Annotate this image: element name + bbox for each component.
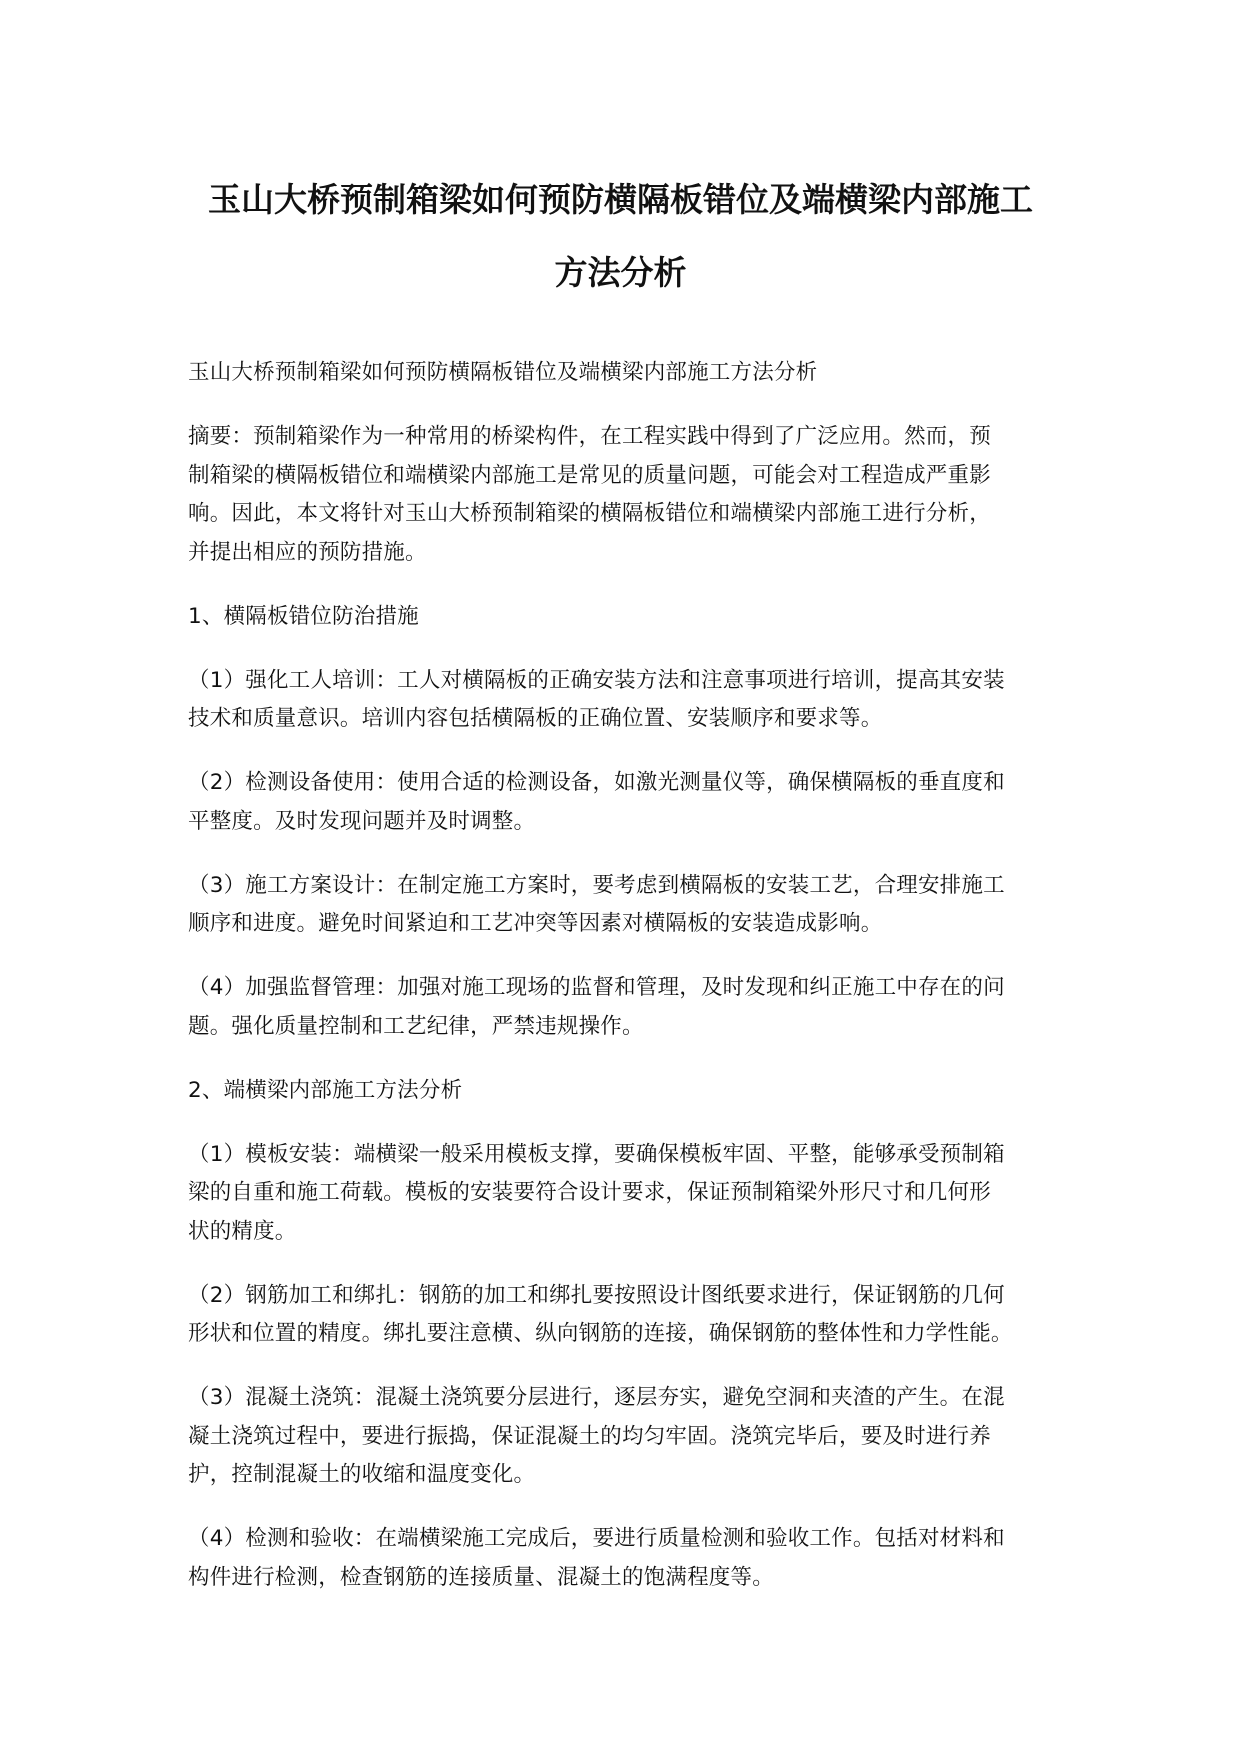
paragraph-line: 2、端横梁内部施工方法分析 bbox=[188, 1077, 463, 1103]
paragraph-line: （1）强化工人培训：工人对横隔板的正确安装方法和注意事项进行培训，提高其安装 bbox=[188, 667, 1005, 693]
document-title-line-2: 方法分析 bbox=[554, 253, 687, 292]
paragraph-line: 梁的自重和施工荷载。模板的安装要符合设计要求，保证预制箱梁外形尺寸和几何形 bbox=[188, 1180, 991, 1205]
paragraph-line: 技术和质量意识。培训内容包括横隔板的正确位置、安装顺序和要求等。 bbox=[188, 706, 883, 731]
paragraph bbox=[188, 1136, 1073, 1252]
document-title-line-1: 玉山大桥预制箱梁如何预防横隔板错位及端横梁内部施工 bbox=[208, 180, 1033, 219]
paragraph bbox=[188, 867, 1073, 944]
paragraph bbox=[188, 1379, 1073, 1495]
paragraph-line: （4）加强监督管理：加强对施工现场的监督和管理，及时发现和纠正施工中存在的问 bbox=[188, 975, 1005, 1000]
paragraph-line: 护，控制混凝土的收缩和温度变化。 bbox=[188, 1462, 536, 1487]
paragraph-line: 响。因此，本文将针对玉山大桥预制箱梁的横隔板错位和端横梁内部施工进行分析， bbox=[188, 501, 991, 526]
paragraph-line: 玉山大桥预制箱梁如何预防横隔板错位及端横梁内部施工方法分析 bbox=[188, 360, 818, 385]
paragraph-line: （3）施工方案设计：在制定施工方案时，要考虑到横隔板的安装工艺，合理安排施工 bbox=[188, 872, 1005, 898]
paragraph-line: 平整度。及时发现问题并及时调整。 bbox=[188, 808, 536, 834]
paragraph-line: 摘要：预制箱梁作为一种常用的桥梁构件，在工程实践中得到了广泛应用。然而，预 bbox=[188, 424, 991, 449]
paragraph-line: （2）检测设备使用：使用合适的检测设备，如激光测量仪等，确保横隔板的垂直度和 bbox=[188, 770, 1005, 795]
paragraph-line: 并提出相应的预防措施。 bbox=[188, 539, 427, 565]
paragraph-line: 1、横隔板错位防治措施 bbox=[188, 603, 419, 629]
paragraph-line: （2）钢筋加工和绑扎：钢筋的加工和绑扎要按照设计图纸要求进行，保证钢筋的几何 bbox=[188, 1282, 1005, 1308]
paragraph-line: 形状和位置的精度。绑扎要注意横、纵向钢筋的连接，确保钢筋的整体性和力学性能。 bbox=[188, 1321, 1013, 1346]
paragraph-line: 制箱梁的横隔板错位和端横梁内部施工是常见的质量问题，可能会对工程造成严重影 bbox=[188, 462, 991, 488]
paragraph bbox=[188, 1072, 1073, 1111]
paragraph bbox=[188, 969, 1073, 1046]
paragraph-line: 题。强化质量控制和工艺纪律，严禁违规操作。 bbox=[188, 1013, 644, 1039]
paragraph bbox=[188, 662, 1073, 739]
paragraph bbox=[188, 598, 1073, 637]
paragraph-line: （1）模板安装：端横梁一般采用模板支撑，要确保模板牢固、平整，能够承受预制箱 bbox=[188, 1141, 1005, 1167]
paragraph-line: 凝土浇筑过程中，要进行振捣，保证混凝土的均匀牢固。浇筑完毕后，要及时进行养 bbox=[188, 1423, 991, 1449]
paragraph-line: 构件进行检测，检查钢筋的连接质量、混凝土的饱满程度等。 bbox=[188, 1564, 774, 1590]
paragraph bbox=[188, 418, 1073, 572]
paragraph bbox=[188, 764, 1073, 841]
paragraph-line: 状的精度。 bbox=[188, 1218, 297, 1244]
document-body bbox=[188, 354, 1073, 1623]
paragraph bbox=[188, 354, 1073, 393]
paragraph-line: （4）检测和验收：在端横梁施工完成后，要进行质量检测和验收工作。包括对材料和 bbox=[188, 1526, 1005, 1551]
paragraph bbox=[188, 1277, 1073, 1354]
paragraph bbox=[188, 1520, 1073, 1597]
paragraph-line: （3）混凝土浇筑：混凝土浇筑要分层进行，逐层夯实，避免空洞和夹渣的产生。在混 bbox=[188, 1385, 1005, 1410]
paragraph-line: 顺序和进度。避免时间紧迫和工艺冲突等因素对横隔板的安装造成影响。 bbox=[188, 911, 883, 936]
